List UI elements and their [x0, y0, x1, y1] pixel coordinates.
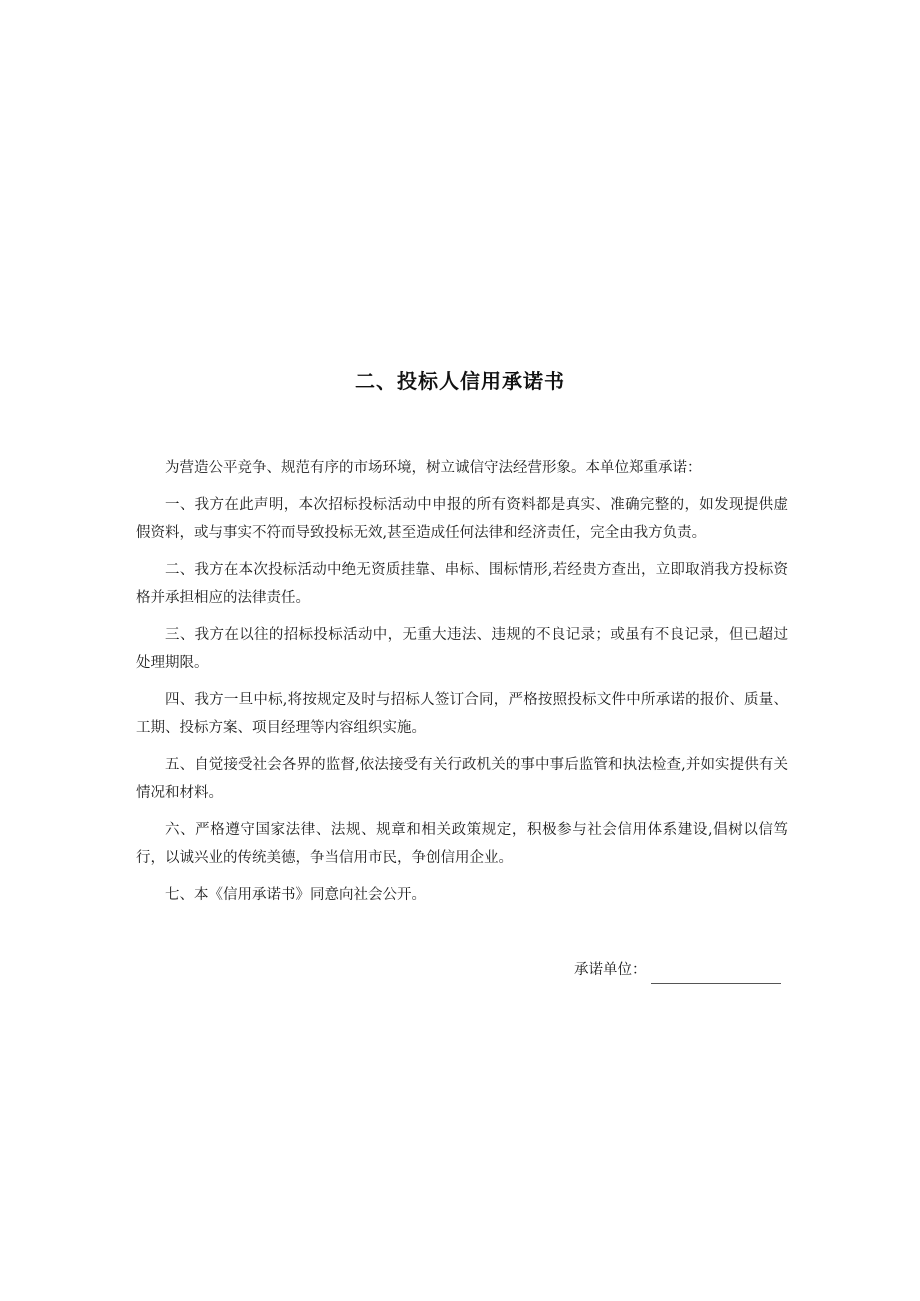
commitment-paragraph-1: 一、我方在此声明，本次招标投标活动中申报的所有资料都是真实、准确完整的，如发现提供虚假资料，或与事实不符而导致投标无效,甚至造成任何法律和经济责任，完全由我方负责。: [136, 497, 788, 541]
signature-label: 承诺单位：: [574, 962, 647, 978]
document-body: [136, 454, 788, 918]
commitment-paragraph-5: 五、自觉接受社会各界的监督,依法接受有关行政机关的事中事后监管和执法检查,并如实提供有关情况和材料。: [136, 757, 788, 801]
signature-block: [574, 956, 781, 984]
commitment-paragraph-2: 二、我方在本次投标活动中绝无资质挂靠、串标、围标情形,若经贵方查出，立即取消我方投标资格并承担相应的法律责任。: [136, 562, 788, 606]
commitment-paragraph-7: 七、本《信用承诺书》同意向社会公开。: [165, 887, 426, 903]
intro-paragraph: 为营造公平竞争、规范有序的市场环境，树立诚信守法经营形象。本单位郑重承诺：: [165, 460, 702, 476]
signature-blank-line[interactable]: [651, 964, 781, 984]
commitment-paragraph-6: 六、严格遵守国家法律、法规、规章和相关政策规定，积极参与社会信用体系建设,倡树以信笃行，以诚兴业的传统美德，争当信用市民，争创信用企业。: [136, 822, 788, 866]
document-title: 二、投标人信用承诺书: [355, 369, 565, 393]
commitment-paragraph-4: 四、我方一旦中标,将按规定及时与招标人签订合同，严格按照投标文件中所承诺的报价、质量、工期、投标方案、项目经理等内容组织实施。: [136, 692, 788, 736]
commitment-paragraph-3: 三、我方在以往的招标投标活动中，无重大违法、违规的不良记录；或虽有不良记录，但已超过处理期限。: [136, 627, 788, 671]
